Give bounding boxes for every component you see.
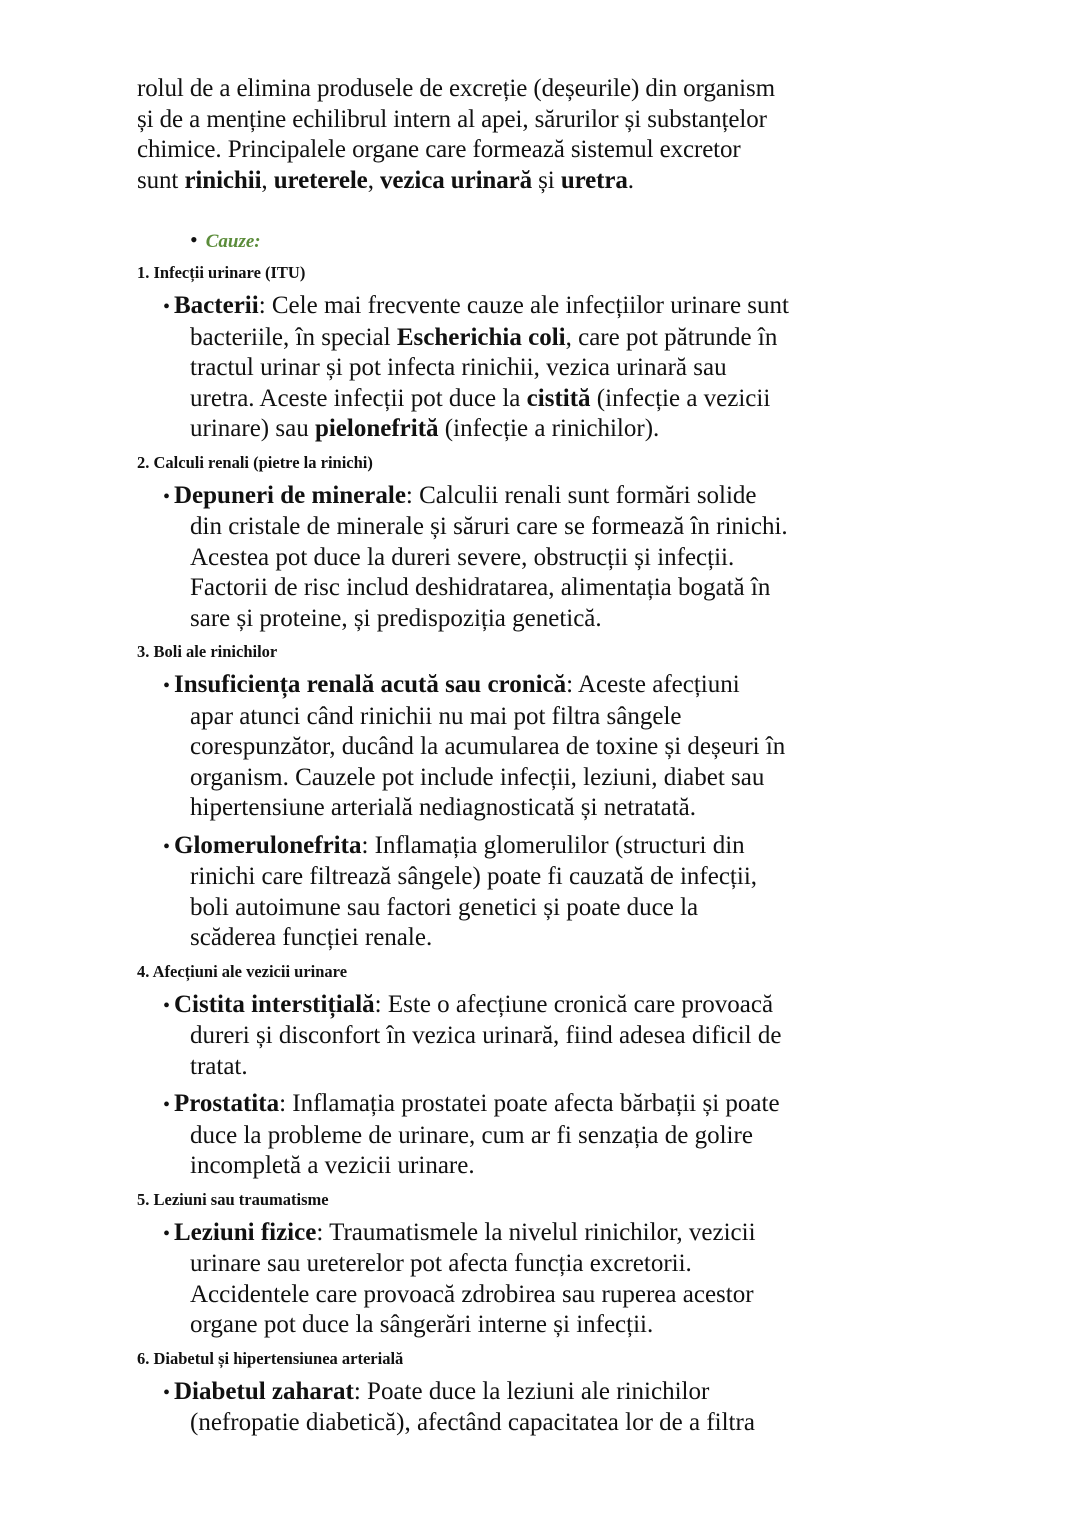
text-span: duce la probleme de urinare, cum ar fi senzația de golire bbox=[190, 1121, 753, 1149]
text-line bbox=[137, 793, 857, 824]
bullet-icon: • bbox=[163, 1094, 171, 1116]
text-span: sunt bbox=[137, 166, 185, 194]
text-span: : Poate duce la leziuni ale rinichilor bbox=[353, 1377, 710, 1405]
bold-term: uretra bbox=[560, 166, 628, 194]
bullet-item bbox=[137, 1089, 857, 1182]
text-span: urinare) sau bbox=[190, 415, 315, 442]
bold-term: rinichii bbox=[184, 166, 262, 194]
text-span: (infecție a rinichilor). bbox=[438, 415, 660, 442]
text-line bbox=[137, 1249, 857, 1280]
text-line bbox=[137, 105, 857, 136]
text-line bbox=[137, 732, 857, 763]
cause-section bbox=[137, 954, 857, 1182]
text-span: : Inflamația glomerulilor (structuri din bbox=[361, 831, 745, 859]
bold-term: ureterele bbox=[273, 166, 368, 194]
text-span: organe pot duce la sângerări interne și infecții. bbox=[190, 1311, 654, 1338]
causes-list bbox=[137, 255, 857, 1439]
text-line bbox=[137, 763, 857, 794]
cause-section bbox=[137, 1182, 857, 1341]
text-line bbox=[137, 1089, 857, 1121]
bullet-item bbox=[137, 481, 857, 635]
text-line bbox=[137, 990, 857, 1022]
bullet-icon: • bbox=[163, 485, 171, 508]
text-line bbox=[137, 1121, 857, 1152]
text-line bbox=[137, 353, 857, 384]
section-label-causes bbox=[137, 225, 857, 255]
text-line bbox=[137, 670, 857, 702]
text-line bbox=[137, 166, 857, 197]
text-span: organism. Cauzele pot include infecții, leziuni, diabet sau bbox=[190, 763, 765, 791]
bold-term: Insuficiența renală acută sau cronică bbox=[174, 671, 567, 698]
text-span: : Calculii renali sunt formări solide bbox=[405, 481, 757, 509]
bullet-item bbox=[137, 291, 857, 445]
text-span: tractul urinar și pot infecta rinichii, vezica urinară sau bbox=[190, 354, 727, 381]
cause-section bbox=[137, 255, 857, 445]
text-span: urinare sau ureterelor pot afecta funcția excretorii. bbox=[190, 1250, 692, 1277]
document-page bbox=[137, 74, 857, 1439]
bullet-icon: • bbox=[163, 296, 171, 318]
text-span: (infecție a vezicii bbox=[590, 384, 771, 412]
text-line bbox=[137, 1377, 857, 1409]
text-line bbox=[137, 1151, 857, 1182]
text-span: , bbox=[367, 166, 380, 194]
bold-term: Cistita interstițială bbox=[174, 990, 375, 1018]
text-span: corespunzător, ducând la acumularea de toxine și deșeuri în bbox=[190, 733, 786, 760]
bold-term: Bacterii bbox=[174, 292, 259, 319]
text-line bbox=[137, 512, 857, 543]
cause-heading: 5. Leziuni sau traumatisme bbox=[137, 1189, 329, 1209]
text-line bbox=[137, 573, 857, 604]
bold-term: cistită bbox=[526, 384, 591, 412]
text-line bbox=[137, 291, 857, 323]
text-line bbox=[137, 414, 857, 445]
bullet-icon: • bbox=[163, 675, 171, 697]
bold-term: Diabetul zaharat bbox=[174, 1377, 354, 1405]
text-span: Accidentele care provoacă zdrobirea sau ruperea acestor bbox=[190, 1280, 754, 1308]
text-line bbox=[137, 604, 857, 635]
text-span: chimice. Principalele organe care formează sistemul excretor bbox=[137, 136, 741, 163]
bullet-icon: • bbox=[163, 1381, 171, 1404]
text-span: rolul de a elimina produsele de excreție (deșeurile) din organism bbox=[137, 75, 775, 102]
bullet-item bbox=[137, 670, 857, 824]
bullet-item bbox=[137, 990, 857, 1083]
text-span: și bbox=[532, 166, 561, 194]
bullet-item bbox=[137, 1218, 857, 1341]
text-line bbox=[137, 135, 857, 166]
bold-term: pielonefrită bbox=[314, 415, 439, 442]
text-span: : Inflamația prostatei poate afecta bărbații și poate bbox=[279, 1090, 780, 1117]
bold-term: Glomerulonefrita bbox=[174, 831, 362, 859]
cause-heading: 4. Afecțiuni ale vezicii urinare bbox=[137, 961, 348, 981]
text-span: din cristale de minerale și săruri care se formează în rinichi. bbox=[190, 513, 788, 540]
text-span: tratat. bbox=[190, 1052, 248, 1080]
cause-heading: 1. Infecții urinare (ITU) bbox=[137, 263, 306, 282]
cause-section bbox=[137, 634, 857, 954]
bold-term: Escherichia coli bbox=[396, 323, 566, 351]
text-span: , bbox=[261, 166, 274, 194]
text-span: incompletă a vezicii urinare. bbox=[190, 1152, 475, 1179]
text-span: Factorii de risc includ deshidratarea, alimentația bogată în bbox=[190, 574, 771, 601]
text-span: hipertensiune arterială nediagnosticată și netratată. bbox=[190, 794, 697, 821]
text-line bbox=[137, 1280, 857, 1311]
bullet-icon: • bbox=[190, 227, 198, 252]
text-line bbox=[137, 893, 857, 924]
text-line bbox=[137, 1021, 857, 1052]
text-line bbox=[137, 543, 857, 574]
bullet-item bbox=[137, 831, 857, 954]
cause-section bbox=[137, 1341, 857, 1439]
text-span: și de a menține echilibrul intern al apei, sărurilor și substanțelor bbox=[137, 105, 767, 133]
text-span: : Cele mai frecvente cauze ale infecțiilor urinare sunt bbox=[258, 292, 789, 319]
text-line bbox=[137, 481, 857, 513]
bullet-icon: • bbox=[163, 1222, 171, 1245]
bold-term: vezica urinară bbox=[380, 166, 533, 194]
text-span: apar atunci când rinichii nu mai pot filtra sângele bbox=[190, 702, 682, 730]
bold-term: Prostatita bbox=[174, 1090, 280, 1117]
cause-heading: 6. Diabetul și hipertensiunea arterială bbox=[137, 1348, 404, 1368]
bullet-item bbox=[137, 1377, 857, 1439]
text-line bbox=[137, 1052, 857, 1083]
text-span: Acestea pot duce la dureri severe, obstrucții și infecții. bbox=[190, 543, 735, 571]
text-line bbox=[137, 702, 857, 733]
text-span: dureri și disconfort în vezica urinară, fiind adesea dificil de bbox=[190, 1022, 782, 1049]
text-line bbox=[137, 923, 857, 954]
cause-section bbox=[137, 445, 857, 635]
text-line bbox=[137, 862, 857, 893]
text-span: , care pot pătrunde în bbox=[565, 323, 778, 351]
text-span: sare și proteine, și predispoziția genetică. bbox=[190, 604, 602, 632]
bold-term: Leziuni fizice bbox=[174, 1218, 317, 1246]
text-span: rinichi care filtrează sângele) poate fi cauzată de infecții, bbox=[190, 863, 758, 890]
section-label-text: Cauze: bbox=[205, 231, 261, 252]
text-line bbox=[137, 1218, 857, 1250]
text-span: scăderea funcției renale. bbox=[190, 924, 433, 951]
text-span: : Aceste afecțiuni bbox=[566, 671, 740, 698]
text-span: bacteriile, în special bbox=[190, 323, 397, 351]
text-line bbox=[137, 74, 857, 105]
intro-paragraph bbox=[137, 74, 857, 196]
text-span: : Este o afecțiune cronică care provoacă bbox=[374, 990, 774, 1018]
text-span: (nefropatie diabetică), afectând capacitatea lor de a filtra bbox=[190, 1409, 755, 1436]
text-span: uretra. Aceste infecții pot duce la bbox=[190, 384, 527, 412]
bold-term: Depuneri de minerale bbox=[174, 481, 406, 509]
text-line bbox=[137, 1408, 857, 1439]
text-line bbox=[137, 831, 857, 863]
text-line bbox=[137, 323, 857, 354]
text-line bbox=[137, 1310, 857, 1341]
text-span: : Traumatismele la nivelul rinichilor, vezicii bbox=[316, 1218, 756, 1246]
bullet-icon: • bbox=[163, 835, 171, 858]
cause-heading: 3. Boli ale rinichilor bbox=[137, 642, 278, 661]
cause-heading: 2. Calculi renali (pietre la rinichi) bbox=[137, 452, 373, 472]
text-span: boli autoimune sau factori genetici și poate duce la bbox=[190, 893, 699, 921]
text-span: . bbox=[627, 166, 634, 194]
text-line bbox=[137, 384, 857, 415]
bullet-icon: • bbox=[163, 994, 171, 1017]
